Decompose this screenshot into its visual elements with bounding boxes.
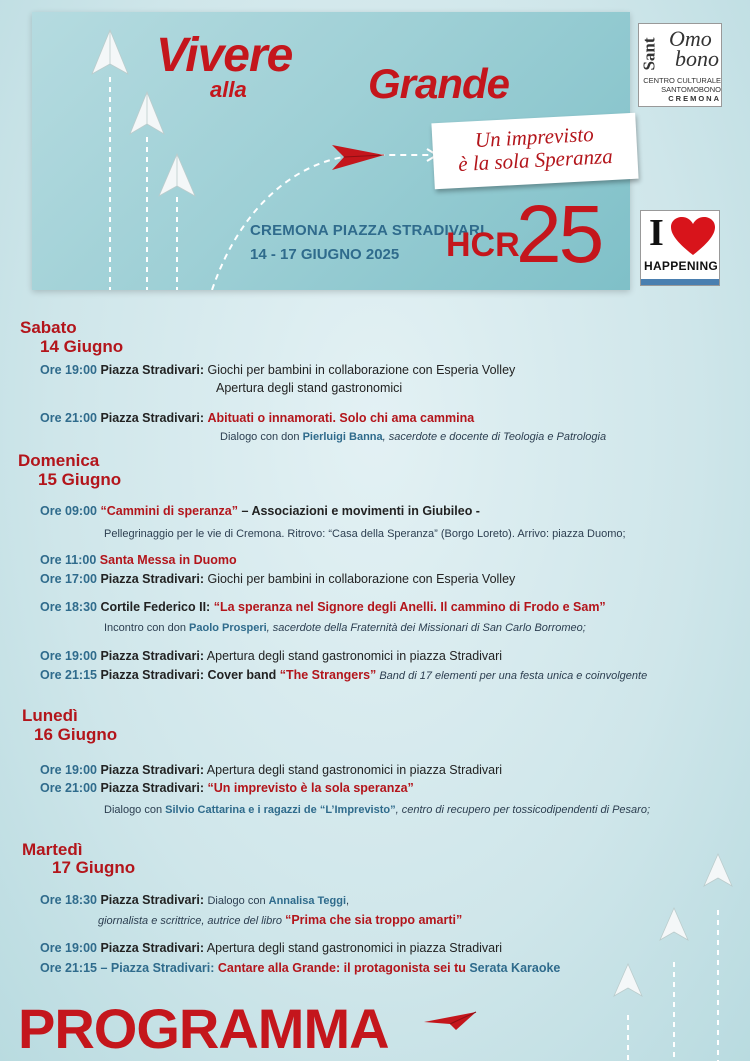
tue-event-1-line2: giornalista e scrittrice, autrice del libro “Prima che sia troppo amarti” bbox=[98, 913, 463, 927]
badge-stripe bbox=[641, 279, 719, 285]
tagline-card bbox=[431, 113, 638, 190]
logo-bono: bono bbox=[675, 46, 719, 71]
event-dates: 14 - 17 GIUGNO 2025 bbox=[250, 246, 400, 263]
sun-event-1: Ore 09:00 “Cammini di speranza” – Associazioni e movimenti in Giubileo - bbox=[40, 504, 480, 518]
sun-event-6: Ore 21:15 Piazza Stradivari: Cover band “The Strangers” Band di 17 elementi per una festa unica e coinvolgente bbox=[40, 668, 648, 682]
day-monday-date: 16 Giugno bbox=[34, 725, 118, 744]
badge-word: HAPPENING bbox=[644, 259, 719, 273]
programma-title: PROGRAMMA bbox=[18, 997, 389, 1060]
bottom-planes-illustration bbox=[600, 850, 750, 1061]
logo-omo: Omo bbox=[669, 26, 712, 51]
sat-event-1: Ore 19:00 Piazza Stradivari: Giochi per bambini in collaborazione con Esperia Volley bbox=[40, 363, 516, 377]
sun-event-4: Ore 18:30 Cortile Federico II: “La speranza nel Signore degli Anelli. Il cammino di Frodo e Sam” bbox=[40, 600, 606, 614]
white-plane-icon bbox=[704, 854, 732, 886]
mon-event-1: Ore 19:00 Piazza Stradivari: Apertura degli stand gastronomici in piazza Stradivari bbox=[40, 763, 503, 777]
sun-event-4-note: Incontro con don Paolo Prosperi, sacerdote della Fraternità dei Missionari di San Carlo Borromeo; bbox=[104, 622, 586, 634]
santomobono-logo bbox=[638, 23, 722, 107]
title-vivere: Vivere bbox=[156, 29, 293, 82]
day-tuesday-date: 17 Giugno bbox=[52, 858, 136, 877]
title-alla: alla bbox=[210, 77, 247, 102]
tue-event-1: Ore 18:30 Piazza Stradivari: Dialogo con Annalisa Teggi, bbox=[40, 893, 350, 907]
tagline-line1: Un imprevisto bbox=[474, 121, 595, 153]
day-saturday-date: 14 Giugno bbox=[40, 337, 124, 356]
logo-line3: CREMONA bbox=[668, 94, 721, 103]
logo-line1: CENTRO CULTURALE bbox=[643, 76, 721, 85]
tagline-line2: è la sola Speranza bbox=[457, 143, 614, 177]
day-sunday-date: 15 Giugno bbox=[38, 470, 122, 489]
sat-event-2-note: Dialogo con don Pierluigi Banna, sacerdote e docente di Teologia e Patrologia bbox=[220, 431, 607, 443]
white-plane-icon bbox=[159, 154, 195, 196]
sun-event-3: Ore 17:00 Piazza Stradivari: Giochi per bambini in collaborazione con Esperia Volley bbox=[40, 572, 516, 586]
i-love-happening-badge bbox=[640, 210, 720, 286]
day-saturday-name: Sabato bbox=[20, 318, 77, 337]
heart-icon bbox=[671, 217, 715, 257]
red-plane-icon bbox=[420, 1008, 480, 1038]
mon-event-2: Ore 21:00 Piazza Stradivari: “Un imprevisto è la sola speranza” bbox=[40, 781, 414, 795]
sat-event-1-line2: Apertura degli stand gastronomici bbox=[216, 381, 403, 395]
logo-line2: SANTOMOBONO bbox=[661, 85, 721, 94]
day-tuesday-name: Martedì bbox=[22, 840, 83, 859]
sun-event-2: Ore 11:00 Santa Messa in Duomo bbox=[40, 553, 237, 567]
mon-event-2-note: Dialogo con Silvio Cattarina e i ragazzi de “L’Imprevisto”, centro di recupero per tossicodipendenti di Pesaro; bbox=[104, 804, 650, 816]
logo-sant: Sant bbox=[639, 37, 659, 71]
hcr-number: 25 bbox=[516, 189, 602, 280]
sat-event-2: Ore 21:00 Piazza Stradivari: Abituati o innamorati. Solo chi ama cammina bbox=[40, 411, 475, 425]
title-grande: Grande bbox=[368, 60, 510, 107]
sun-event-5: Ore 19:00 Piazza Stradivari: Apertura degli stand gastronomici in piazza Stradivari bbox=[40, 649, 503, 663]
badge-i: I bbox=[649, 212, 664, 254]
day-sunday-name: Domenica bbox=[18, 451, 100, 470]
white-plane-icon bbox=[614, 964, 642, 996]
hcr-letters: HCR bbox=[446, 226, 520, 264]
white-plane-icon bbox=[660, 908, 688, 940]
sun-event-1-note: Pellegrinaggio per le vie di Cremona. Ritrovo: “Casa della Speranza” (Borgo Loreto). Arrivo: piazza Duomo; bbox=[104, 528, 626, 540]
tue-event-3: Ore 21:15 – Piazza Stradivari: Cantare alla Grande: il protagonista sei tu Serata Karaoke bbox=[40, 961, 561, 975]
day-monday-name: Lunedì bbox=[22, 706, 78, 725]
event-location: CREMONA PIAZZA STRADIVARI bbox=[250, 222, 485, 239]
white-plane-icon bbox=[92, 30, 128, 74]
white-plane-icon bbox=[130, 92, 164, 134]
tue-event-2: Ore 19:00 Piazza Stradivari: Apertura degli stand gastronomici in piazza Stradivari bbox=[40, 941, 503, 955]
